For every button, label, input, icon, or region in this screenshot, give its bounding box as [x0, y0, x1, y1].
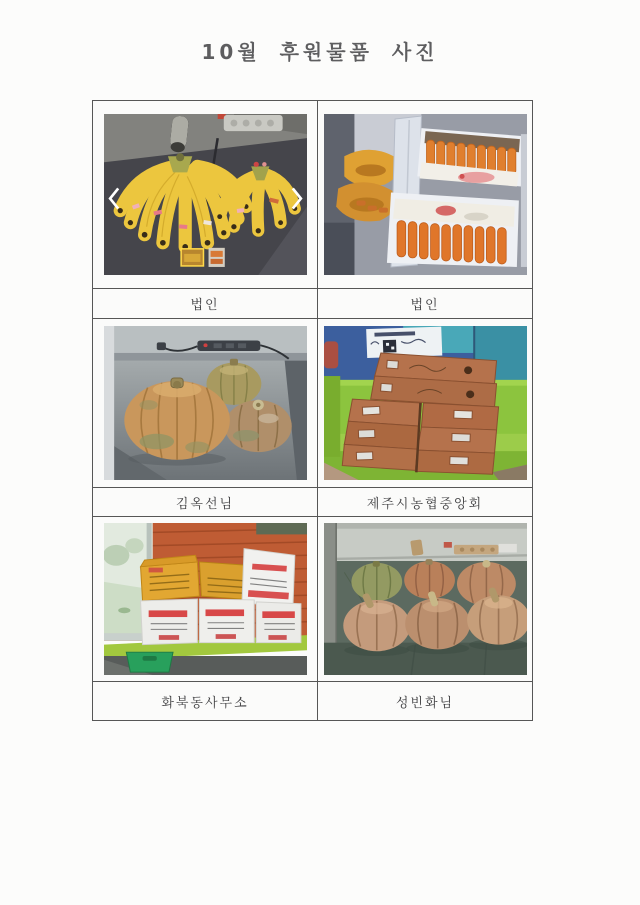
- photo-caption: 제주시농협중앙회: [366, 496, 484, 512]
- bananas-photo-drawing: [104, 114, 307, 275]
- thumbnail-strip: [181, 248, 225, 267]
- photo-boxes-window: [104, 523, 307, 675]
- red-chair: [324, 341, 338, 368]
- photo-cell-three-pumpkins: [93, 319, 318, 488]
- photo-cell-croquettes: [318, 101, 532, 289]
- boxes-window-photo-drawing: [104, 523, 307, 675]
- croquette-box-top: [417, 128, 523, 186]
- photo-caption: 화북동사무소: [161, 695, 249, 711]
- photo-cell-bananas: [93, 101, 318, 289]
- photo-caption: 법인: [190, 298, 220, 313]
- croquettes-photo-drawing: [324, 114, 527, 275]
- photo-cell-boxes-window: [93, 517, 318, 682]
- thumbnail-next: [208, 248, 224, 267]
- photo-cell-box-stack-sofa: [318, 319, 532, 488]
- photo-cell-six-pumpkins: [318, 517, 532, 682]
- photo-table: [92, 100, 533, 721]
- three-pumpkins-photo-drawing: [104, 326, 307, 480]
- photo-three-pumpkins: [104, 326, 307, 480]
- photo-box-stack-sofa: [324, 326, 527, 480]
- croquette-box-bottom: [386, 192, 518, 266]
- photo-caption: 김옥선님: [175, 496, 235, 512]
- caption-cell: [93, 289, 318, 319]
- photo-bananas: [104, 114, 307, 275]
- caption-cell: [93, 488, 318, 517]
- page-title: 10월 후원물품 사진: [201, 40, 439, 64]
- photo-caption: 법인: [410, 298, 440, 313]
- green-basket: [126, 652, 173, 672]
- photo-croquettes: [324, 114, 527, 275]
- caption-cell: [93, 682, 318, 720]
- six-pumpkins-photo-drawing: [324, 523, 527, 675]
- qr-poster: [366, 327, 442, 358]
- caption-cell: [318, 289, 532, 319]
- egg-carton: [217, 114, 282, 131]
- photo-six-pumpkins: [324, 523, 527, 675]
- window-frame-edge: [104, 326, 114, 480]
- photo-caption: 성빈화님: [395, 695, 455, 711]
- caption-cell: [318, 488, 532, 517]
- caption-cell: [318, 682, 532, 720]
- box-stack-photo-drawing: [324, 326, 527, 480]
